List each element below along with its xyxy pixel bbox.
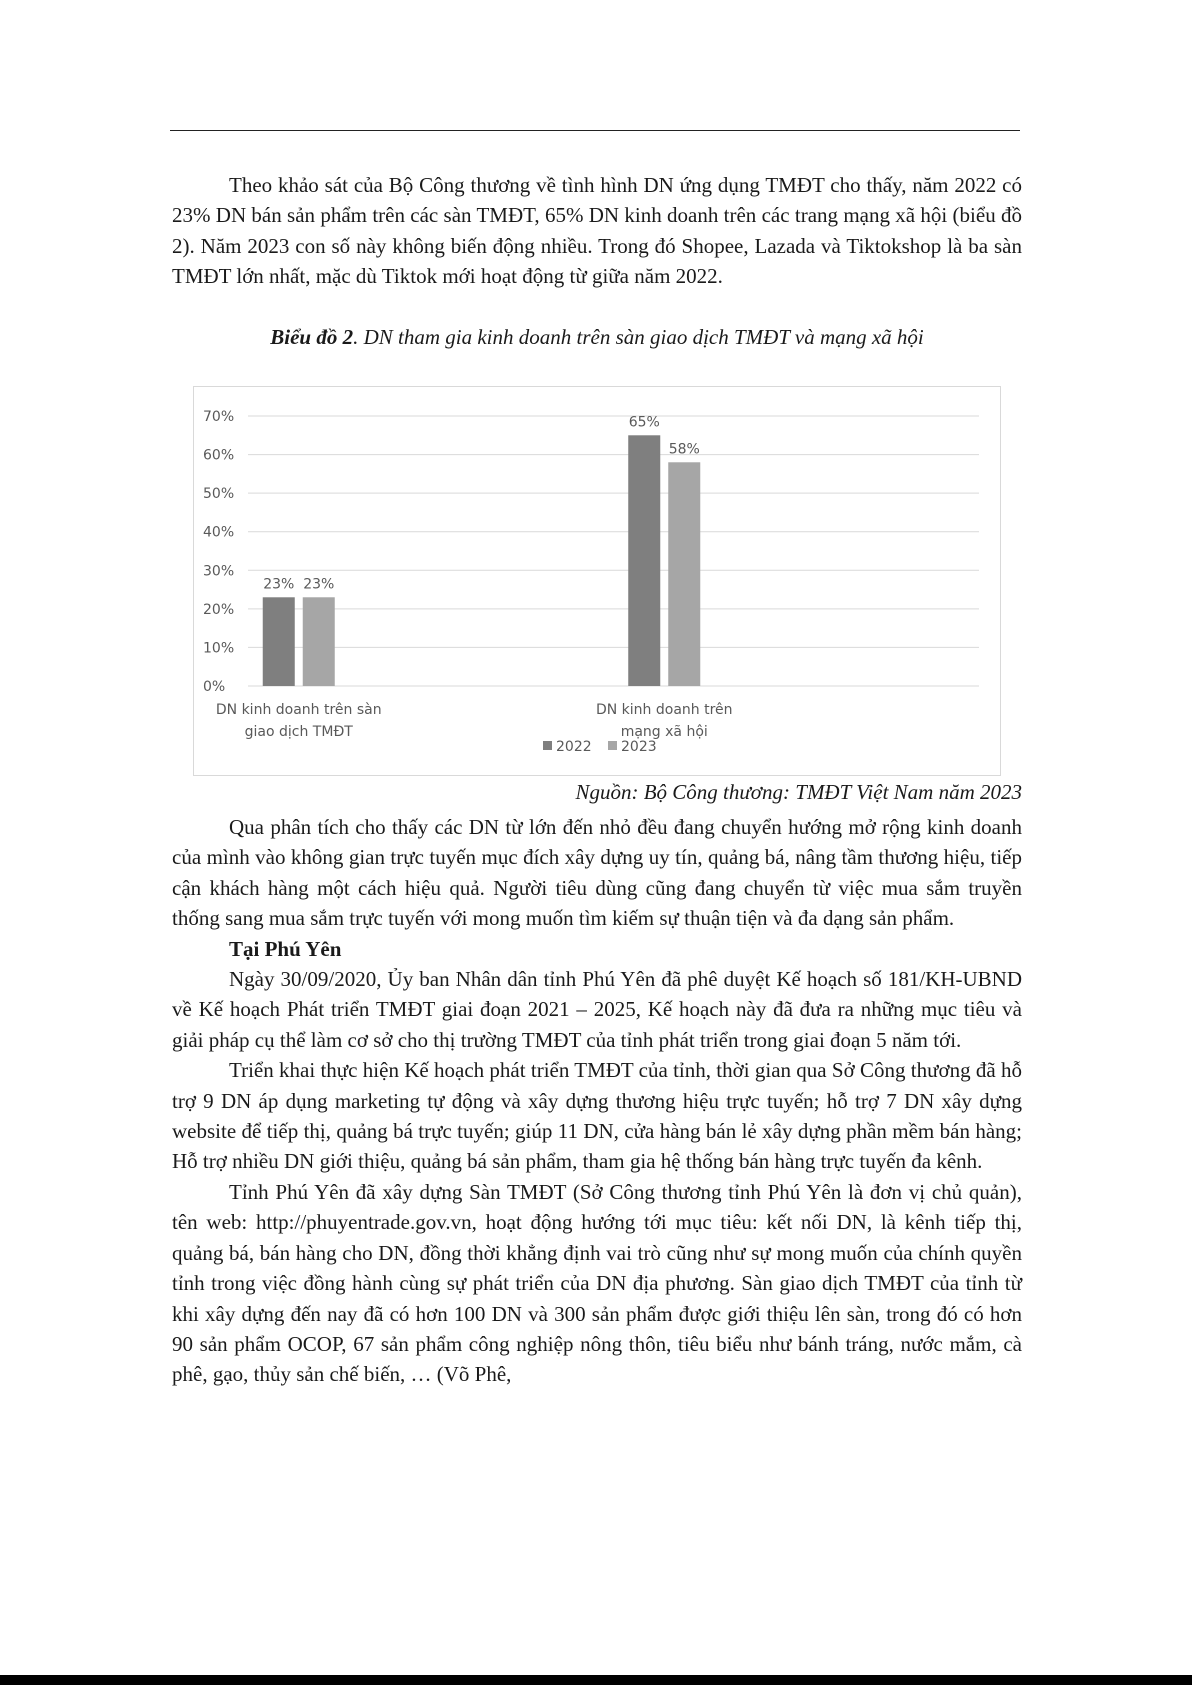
y-tick-label: 10% xyxy=(203,640,235,657)
data-label: 23% xyxy=(303,576,335,593)
x-tick-label: DN kinh doanh trên sàn xyxy=(215,702,382,718)
y-tick-label: 60% xyxy=(203,447,235,464)
analysis-section xyxy=(172,812,1022,1390)
figure-source: Nguồn: Bộ Công thương: TMĐT Việt Nam năm 2023 xyxy=(575,780,1022,804)
figure-caption xyxy=(172,325,1022,350)
paragraph: Ngày 30/09/2020, Ủy ban Nhân dân tỉnh Phú Yên đã phê duyệt Kế hoạch số 181/KH-UBND về Kế hoạch Phát triển TMĐT giai đoạn 2021 – 2025, Kế hoạch này đã đưa ra những mục tiêu và giải pháp cụ thể làm cơ sở cho thị trường TMĐT của tỉnh phát triển trong giai đoạn 5 năm tới. xyxy=(172,967,1022,1052)
y-tick-label: 50% xyxy=(203,486,235,503)
section-heading: Tại Phú Yên xyxy=(229,936,342,961)
y-tick-label: 30% xyxy=(203,563,235,580)
x-tick-label: mạng xã hội xyxy=(620,724,708,740)
paragraph: Triển khai thực hiện Kế hoạch phát triển TMĐT của tỉnh, thời gian qua Sở Công thương đã hỗ trợ 9 DN áp dụng marketing tự động và xây dựng thương hiệu trực tuyến; hỗ trợ 7 DN xây dựng website để tiếp thị, quảng bá trực tuyến; giúp 11 DN, cửa hàng bán lẻ xây dựng phần mềm bán hàng; Hỗ trợ nhiều DN giới thiệu, quảng bá sản phẩm, tham gia hệ thống bán hàng trực tuyến đa kênh. xyxy=(172,1058,1022,1174)
paragraph: Tỉnh Phú Yên đã xây dựng Sàn TMĐT (Sở Công thương tỉnh Phú Yên là đơn vị chủ quản), tên web: http://phuyentrade.gov.vn, hoạt động hướng tới mục tiêu: kết nối DN, là kênh tiếp thị, quảng bá, bán hàng cho DN, đồng thời khẳng định vai trò cũng như sự mong muốn của chính quyền tỉnh trong việc đồng hành cùng sự phát triển của DN địa phương. Sàn giao dịch TMĐT của tỉnh từ khi xây dựng đến nay đã có hơn 100 DN và 300 sản phẩm được giới thiệu lên sàn, trong đó có hơn 90 sản phẩm OCOP, 67 sản phẩm công nghiệp nông thôn, tiêu biểu như bánh tráng, nước mắm, cà phê, gạo, thủy sản chế biến, … (Võ Phê, xyxy=(172,1179,1022,1387)
y-tick-label: 70% xyxy=(203,409,235,425)
legend-swatch xyxy=(608,741,617,750)
y-tick-label: 20% xyxy=(203,601,235,618)
header-rule xyxy=(170,130,1020,131)
bar xyxy=(628,435,660,686)
y-tick-label: 40% xyxy=(203,524,235,541)
legend-swatch xyxy=(543,741,552,750)
x-tick-label: giao dịch TMĐT xyxy=(244,724,353,740)
bar xyxy=(303,597,335,686)
bar xyxy=(668,462,700,686)
data-label: 58% xyxy=(668,441,700,458)
y-tick-label: 0% xyxy=(203,679,226,695)
paragraph: Qua phân tích cho thấy các DN từ lớn đến nhỏ đều đang chuyển hướng mở rộng kinh doanh của mình vào không gian trực tuyến mục đích xây dựng uy tín, quảng bá, nâng tầm thương hiệu, tiếp cận khách hàng một cách hiệu quả. Người tiêu dùng cũng đang chuyển từ việc mua sắm truyền thống sang mua sắm trực tuyến với mong muốn tìm kiếm sự thuận tiện và đa dạng sản phẩm. xyxy=(172,815,1022,931)
data-label: 23% xyxy=(263,576,295,593)
bar-chart xyxy=(193,386,1001,776)
legend-entry: 2022 xyxy=(556,739,592,755)
intro-section xyxy=(172,170,1022,292)
figure-label: Biểu đồ 2 xyxy=(270,325,354,349)
figure-caption-text: . DN tham gia kinh doanh trên sàn giao dịch TMĐT và mạng xã hội xyxy=(353,325,924,349)
data-label: 65% xyxy=(628,414,660,431)
paragraph: Theo khảo sát của Bộ Công thương về tình hình DN ứng dụng TMĐT cho thấy, năm 2022 có 23% DN bán sản phẩm trên các sàn TMĐT, 65% DN kinh doanh trên các trang mạng xã hội (biểu đồ 2). Năm 2023 con số này không biến động nhiều. Trong đó Shopee, Lazada và Tiktokshop là ba sàn TMĐT lớn nhất, mặc dù Tiktok mới hoạt động từ giữa năm 2022. xyxy=(172,173,1022,289)
legend-entry: 2023 xyxy=(621,739,657,755)
bar xyxy=(263,597,295,686)
page-bottom-bar xyxy=(0,1675,1192,1685)
x-tick-label: DN kinh doanh trên xyxy=(595,702,733,718)
